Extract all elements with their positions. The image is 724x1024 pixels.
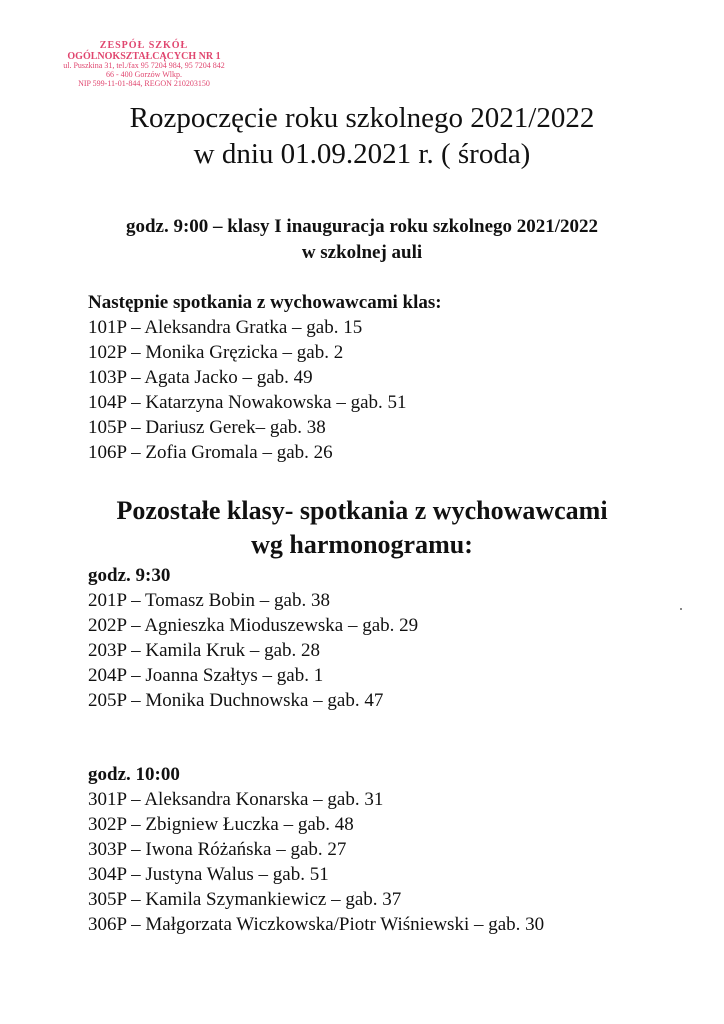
list-item: 204P – Joanna Szałtys – gab. 1	[88, 665, 324, 686]
time-heading-930: godz. 9:30	[88, 565, 171, 586]
stamp-line-4: 66 - 400 Gorzów Wlkp.	[105, 69, 183, 79]
list-item: 305P – Kamila Szymankiewicz – gab. 37	[88, 889, 402, 910]
title-line-1: Rozpoczęcie roku szkolnego 2021/2022	[129, 102, 595, 134]
document-title	[0, 100, 724, 172]
list-item: 106P – Zofia Gromala – gab. 26	[88, 442, 333, 463]
list-item: 302P – Zbigniew Łuczka – gab. 48	[88, 814, 354, 835]
other-classes-line-1: Pozostałe klasy- spotkania z wychowawcami	[116, 496, 608, 525]
speck	[680, 608, 682, 610]
school-stamp	[56, 40, 232, 88]
inauguration-info	[0, 214, 724, 266]
list-item: 306P – Małgorzata Wiczkowska/Piotr Wiśniewski – gab. 30	[88, 914, 545, 935]
other-classes-heading	[0, 494, 724, 562]
list-item: 303P – Iwona Różańska – gab. 27	[88, 839, 347, 860]
title-line-2: w dniu 01.09.2021 r. ( środa)	[193, 138, 531, 170]
time-heading-1000: godz. 10:00	[88, 764, 180, 785]
stamp-line-1: ZESPÓŁ SZKÓŁ	[99, 40, 189, 51]
stamp-line-3: ul. Puszkina 31, tel./fax 95 7204 984, 95 7204 842	[63, 61, 225, 70]
stamp-line-2: OGÓLNOKSZTAŁCĄCYCH NR 1	[67, 51, 221, 62]
list-item: 201P – Tomasz Bobin – gab. 38	[88, 590, 330, 611]
list-item: 105P – Dariusz Gerek– gab. 38	[88, 417, 326, 438]
list-item: 301P – Aleksandra Konarska – gab. 31	[88, 789, 384, 810]
inauguration-line-2: w szkolnej auli	[301, 242, 423, 263]
list-item: 103P – Agata Jacko – gab. 49	[88, 367, 313, 388]
first-year-heading: Następnie spotkania z wychowawcami klas:	[88, 292, 442, 313]
list-item: 304P – Justyna Walus – gab. 51	[88, 864, 329, 885]
list-item: 104P – Katarzyna Nowakowska – gab. 51	[88, 392, 407, 413]
list-item: 102P – Monika Gręzicka – gab. 2	[88, 342, 344, 363]
stamp-line-5: NIP 599-11-01-844, REGON 210203150	[78, 78, 210, 88]
list-item: 202P – Agnieszka Mioduszewska – gab. 29	[88, 615, 419, 636]
list-item: 203P – Kamila Kruk – gab. 28	[88, 640, 321, 661]
inauguration-line-1: godz. 9:00 – klasy I inauguracja roku szkolnego 2021/2022	[125, 216, 599, 237]
first-year-meetings	[88, 290, 442, 465]
meetings-1000	[88, 762, 544, 937]
list-item: 205P – Monika Duchnowska – gab. 47	[88, 690, 384, 711]
list-item: 101P – Aleksandra Gratka – gab. 15	[88, 317, 363, 338]
meetings-930	[88, 563, 418, 713]
other-classes-line-2: wg harmonogramu:	[251, 530, 473, 559]
